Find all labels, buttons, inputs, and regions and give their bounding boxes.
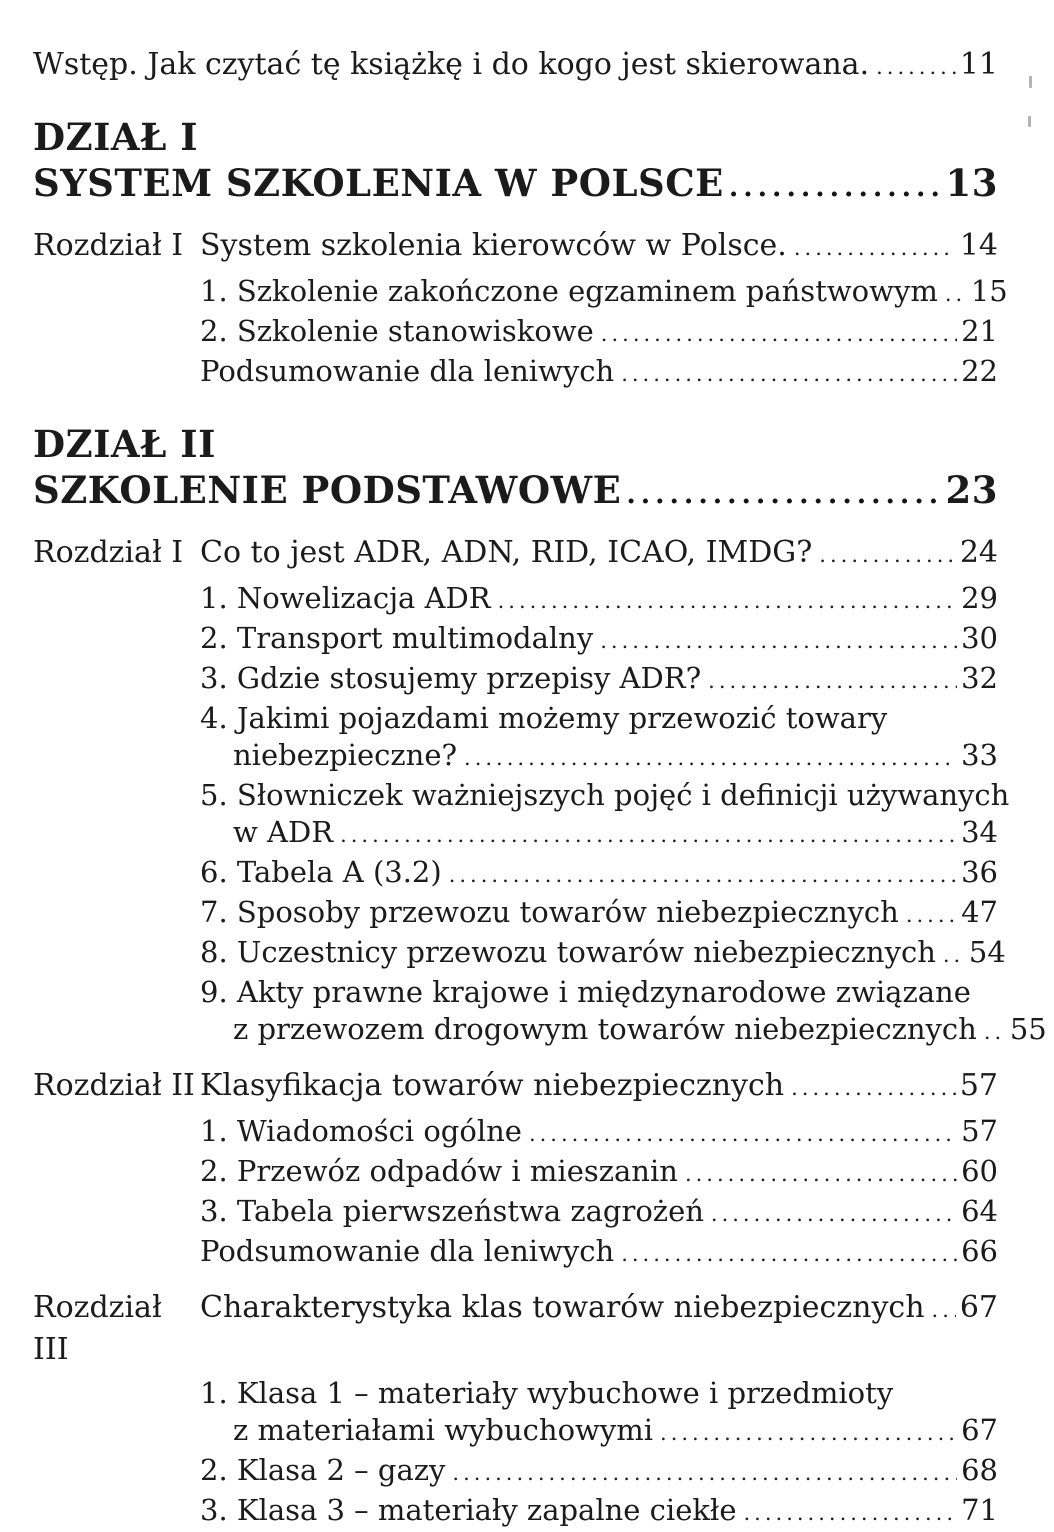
toc-item bbox=[200, 1193, 998, 1233]
toc-item-title: 6. Tabela A (3.2) bbox=[200, 855, 442, 889]
part-label: DZIAŁ I bbox=[33, 115, 199, 159]
page-number: 57 bbox=[961, 1114, 998, 1148]
toc-item-title: 3. Klasa 3 – materiały zapalne ciekłe bbox=[200, 1493, 737, 1527]
scan-artifact bbox=[1029, 76, 1032, 88]
toc-item bbox=[200, 313, 998, 353]
dot-leader bbox=[442, 854, 957, 894]
toc-item-title: 7. Sposoby przewozu towarów niebezpiecznych bbox=[200, 895, 899, 929]
chapter-label: Rozdział I bbox=[33, 535, 184, 570]
page-number: 60 bbox=[961, 1154, 998, 1188]
dot-leader bbox=[787, 225, 956, 269]
toc-chapter bbox=[33, 532, 998, 576]
dot-leader bbox=[977, 1011, 1006, 1051]
page-number: 47 bbox=[961, 895, 998, 929]
toc-item bbox=[200, 1375, 998, 1452]
page-number: 55 bbox=[1009, 1012, 1047, 1046]
toc-item-title: 2. Transport multimodalny bbox=[200, 621, 594, 655]
chapter-label: Rozdział III bbox=[33, 1290, 162, 1367]
toc-item bbox=[200, 854, 998, 894]
page-number: 21 bbox=[961, 314, 998, 348]
page-number: 24 bbox=[959, 535, 998, 570]
toc-item-title: 2. Przewóz odpadów i mieszanin bbox=[200, 1154, 678, 1188]
toc-item-title-line2: z przewozem drogowym towarów niebezpiecznych bbox=[233, 1012, 977, 1046]
toc-item bbox=[200, 273, 1008, 313]
dot-leader bbox=[869, 46, 956, 86]
page-number: 34 bbox=[961, 815, 998, 849]
page-number: 67 bbox=[959, 1290, 998, 1325]
dot-leader bbox=[522, 1113, 957, 1153]
toc-item-title-line1: 9. Akty prawne krajowe i międzynarodowe związane bbox=[200, 975, 971, 1009]
dot-leader bbox=[737, 1492, 958, 1532]
toc-item bbox=[200, 700, 998, 777]
page-number: 71 bbox=[961, 1493, 998, 1527]
dot-leader bbox=[333, 814, 957, 854]
dot-leader bbox=[621, 467, 941, 518]
toc-item-title-line2: niebezpieczne? bbox=[233, 738, 458, 772]
toc-intro-title: Wstęp. Jak czytać tę książkę i do kogo jest skierowana. bbox=[33, 47, 870, 82]
toc-item-title: 8. Uczestnicy przewozu towarów niebezpiecznych bbox=[200, 935, 936, 969]
chapter-title: System szkolenia kierowców w Polsce. bbox=[200, 228, 787, 263]
toc-item-title-line1: 4. Jakimi pojazdami możemy przewozić towary bbox=[200, 701, 888, 735]
toc-item bbox=[200, 1113, 998, 1153]
toc-intro-entry bbox=[33, 46, 998, 86]
dot-leader bbox=[925, 1287, 956, 1331]
page-number: 66 bbox=[961, 1234, 998, 1268]
chapter-label: Rozdział II bbox=[33, 1068, 195, 1103]
toc-item-group bbox=[200, 1113, 998, 1273]
dot-leader bbox=[704, 1193, 957, 1233]
toc-item-title: 3. Tabela pierwszeństwa zagrożeń bbox=[200, 1194, 704, 1228]
toc-item bbox=[200, 620, 998, 660]
toc-item-title: Podsumowanie dla leniwych bbox=[200, 1234, 615, 1268]
toc-item-title-line1: 5. Słowniczek ważniejszych pojęć i definicji używanych bbox=[200, 778, 1010, 812]
toc-item-title: 1. Nowelizacja ADR bbox=[200, 581, 491, 615]
toc-part-dzial-1 bbox=[33, 114, 998, 211]
dot-leader bbox=[445, 1452, 957, 1492]
toc-item-group bbox=[200, 580, 1047, 1051]
toc-item-group bbox=[200, 1375, 998, 1532]
toc-chapter bbox=[33, 225, 998, 269]
dot-leader bbox=[936, 934, 965, 974]
page-number: 64 bbox=[961, 1194, 998, 1228]
toc-item-title: 3. Gdzie stosujemy przepisy ADR? bbox=[200, 661, 702, 695]
page-number: 13 bbox=[945, 161, 998, 205]
dot-leader bbox=[938, 273, 967, 313]
toc-item-title: 2. Klasa 2 – gazy bbox=[200, 1453, 446, 1487]
page-number: 15 bbox=[970, 274, 1008, 308]
part-title: SYSTEM SZKOLENIA W POLSCE bbox=[33, 161, 724, 205]
page-number: 33 bbox=[961, 738, 998, 772]
chapter-title: Charakterystyka klas towarów niebezpiecznych bbox=[200, 1290, 925, 1325]
chapter-label: Rozdział I bbox=[33, 228, 184, 263]
toc-item-title-line1: 1. Klasa 1 – materiały wybuchowe i przedmioty bbox=[200, 1376, 894, 1410]
page-number: 54 bbox=[968, 935, 1006, 969]
page-number: 22 bbox=[961, 354, 998, 388]
dot-leader bbox=[678, 1153, 957, 1193]
page-number: 36 bbox=[961, 855, 998, 889]
toc-item-group bbox=[200, 273, 1008, 393]
dot-leader bbox=[457, 737, 957, 777]
toc-item-title-line2: w ADR bbox=[233, 815, 334, 849]
toc-item-title-line2: z materiałami wybuchowymi bbox=[233, 1413, 654, 1447]
toc-item bbox=[200, 1153, 998, 1193]
toc-item bbox=[200, 894, 998, 934]
part-title: SZKOLENIE PODSTAWOWE bbox=[33, 468, 622, 512]
page-number: 14 bbox=[959, 228, 998, 263]
dot-leader bbox=[491, 580, 957, 620]
page-number: 30 bbox=[961, 621, 998, 655]
toc-item-title: Podsumowanie dla leniwych bbox=[200, 354, 615, 388]
toc-item bbox=[200, 1492, 998, 1532]
page-number: 57 bbox=[959, 1068, 998, 1103]
page-number: 67 bbox=[961, 1413, 998, 1447]
dot-leader bbox=[724, 160, 942, 211]
page-number: 11 bbox=[959, 47, 998, 82]
toc-item bbox=[200, 777, 1010, 854]
toc-item-title: 1. Szkolenie zakończone egzaminem państwowym bbox=[200, 274, 938, 308]
page-number: 29 bbox=[961, 581, 998, 615]
toc-item bbox=[200, 353, 998, 393]
dot-leader bbox=[653, 1412, 957, 1452]
dot-leader bbox=[614, 353, 957, 393]
toc-item-title: 1. Wiadomości ogólne bbox=[200, 1114, 522, 1148]
chapter-title: Co to jest ADR, ADN, RID, ICAO, IMDG? bbox=[200, 535, 813, 570]
toc-item bbox=[200, 580, 998, 620]
toc-item-title: 2. Szkolenie stanowiskowe bbox=[200, 314, 594, 348]
dot-leader bbox=[812, 532, 956, 576]
page-number: 23 bbox=[945, 468, 998, 512]
dot-leader bbox=[593, 620, 957, 660]
dot-leader bbox=[594, 313, 957, 353]
dot-leader bbox=[614, 1233, 957, 1273]
dot-leader bbox=[899, 894, 957, 934]
toc-item bbox=[200, 974, 1047, 1051]
toc-chapter bbox=[33, 1065, 998, 1109]
page-number: 32 bbox=[961, 661, 998, 695]
chapter-title: Klasyfikacja towarów niebezpiecznych bbox=[200, 1068, 785, 1103]
toc-item bbox=[200, 660, 998, 700]
dot-leader bbox=[701, 660, 957, 700]
part-label: DZIAŁ II bbox=[33, 422, 216, 466]
page-number: 68 bbox=[961, 1453, 998, 1487]
toc-chapter bbox=[33, 1287, 998, 1371]
toc-item bbox=[200, 1452, 998, 1492]
dot-leader bbox=[784, 1065, 956, 1109]
toc-part-dzial-2 bbox=[33, 421, 998, 518]
toc-item bbox=[200, 934, 1006, 974]
scan-artifact bbox=[1028, 116, 1031, 127]
toc-item bbox=[200, 1233, 998, 1273]
